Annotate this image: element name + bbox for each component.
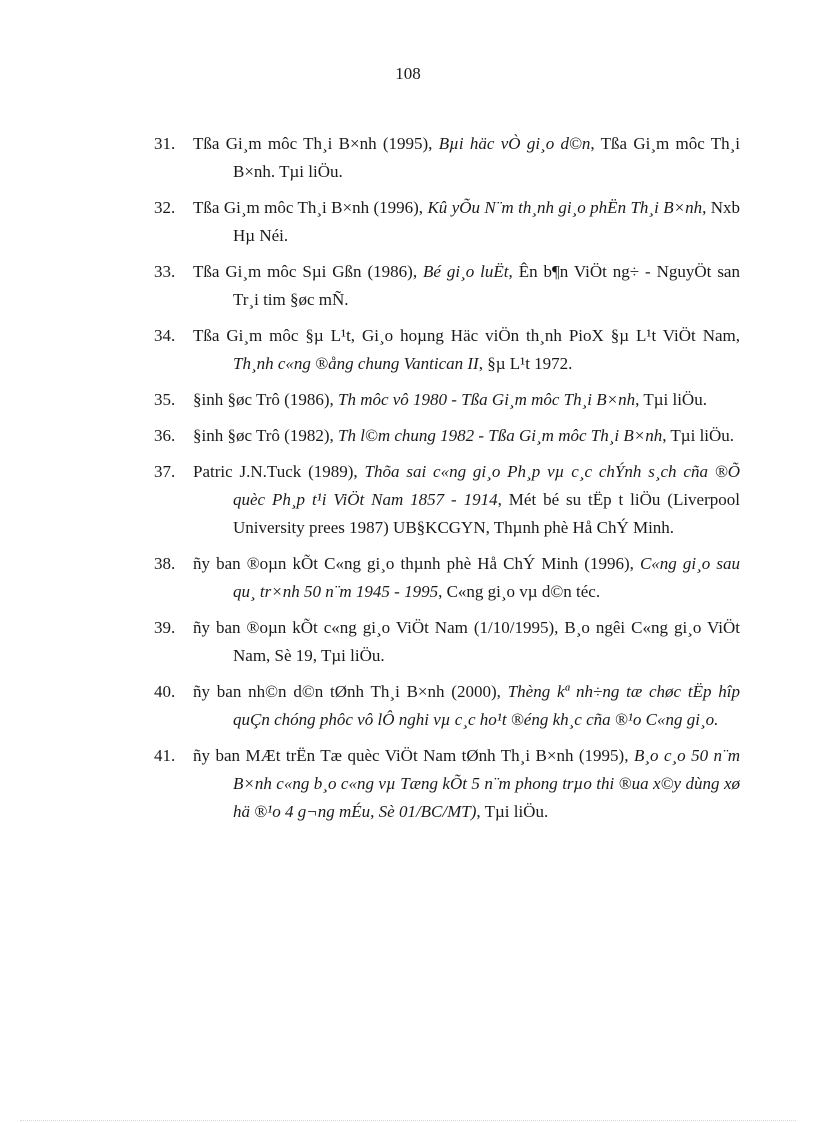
reference-title: Thèng kª nh÷ng tæ chøc tËp hîp quÇn chóng phôc vô lÔ nghi vµ c¸c ho¹t ®éng kh¸c cña ®¹o C«ng gi¸o.	[233, 682, 740, 729]
reference-text: , Ên b¶n ViÖt ng÷ - NguyÖt san Tr¸i tim §øc mÑ.	[233, 262, 740, 309]
reference-number: 41.	[154, 746, 176, 765]
reference-number: 35.	[154, 390, 176, 409]
reference-number: 40.	[154, 682, 176, 701]
reference-number: 38.	[154, 554, 176, 573]
reference-number: 32.	[154, 198, 176, 217]
reference-text: Tßa Gi¸m môc Sµi Gßn (1986),	[193, 262, 423, 281]
reference-list	[154, 130, 740, 834]
reference-title: C«ng gi¸o sau qu¸ tr×nh 50 n¨m 1945 - 1995	[233, 554, 740, 601]
reference-item	[154, 422, 740, 450]
reference-text: §inh §øc Trô (1986),	[193, 390, 338, 409]
reference-text: , Tµi liÖu.	[635, 390, 707, 409]
reference-text: Tßa Gi¸m môc Th¸i B×nh (1995),	[193, 134, 439, 153]
reference-title: B¸o c¸o 50 n¨m B×nh c«ng b¸o c«ng vµ Tæng kÕt 5 n¨m phong trµo thi ®ua x©y dùng xø hä ®¹o 4 g¬ng mÉu, Sè 01/BC/MT)	[233, 746, 740, 821]
reference-item	[154, 614, 740, 670]
reference-text: ñy ban nh©n d©n tØnh Th¸i B×nh (2000),	[193, 682, 508, 701]
reference-title: Th l©m chung 1982 - Tßa Gi¸m môc Th¸i B×nh	[337, 426, 663, 445]
reference-number: 34.	[154, 326, 176, 345]
page-number: 108	[395, 64, 421, 83]
reference-text: , Tµi liÖu.	[476, 802, 549, 821]
reference-item	[154, 550, 740, 606]
reference-number: 36.	[154, 426, 176, 445]
reference-item	[154, 258, 740, 314]
reference-number: 37.	[154, 462, 176, 481]
reference-number: 33.	[154, 262, 176, 281]
reference-text: , Tßa Gi¸m môc Th¸i B×nh. Tµi liÖu.	[233, 134, 741, 181]
reference-title: Bé gi¸o luËt	[423, 262, 509, 281]
reference-number: 31.	[154, 134, 176, 153]
reference-text: ñy ban ®oµn kÕt C«ng gi¸o thµnh phè Hå ChÝ Minh (1996),	[193, 554, 640, 573]
reference-text: Tßa Gi¸m môc Th¸i B×nh (1996),	[193, 198, 428, 217]
reference-item	[154, 130, 740, 186]
reference-title: Th¸nh c«ng ®ång chung Vantican II	[233, 354, 479, 373]
reference-text: §inh §øc Trô (1982),	[193, 426, 338, 445]
reference-item	[154, 194, 740, 250]
reference-text: Tßa Gi¸m môc §µ L¹t, Gi¸o hoµng Häc viÖn th¸nh PioX §µ L¹t ViÖt Nam,	[193, 326, 740, 345]
reference-item	[154, 386, 740, 414]
reference-text: ñy ban MÆt trËn Tæ quèc ViÖt Nam tØnh Th¸i B×nh (1995),	[193, 746, 634, 765]
reference-text: , §µ L¹t 1972.	[478, 354, 573, 373]
reference-title: Th môc vô 1980 - Tßa Gi¸m môc Th¸i B×nh	[337, 390, 636, 409]
reference-title: Bµi häc vÒ gi¸o d©n	[438, 134, 591, 153]
reference-text: , Tµi liÖu.	[662, 426, 735, 445]
reference-item	[154, 678, 740, 734]
reference-text: ñy ban ®oµn kÕt c«ng gi¸o ViÖt Nam (1/10/1995), B¸o ngêi C«ng gi¸o ViÖt Nam, Sè 19, Tµi liÖu.	[193, 618, 740, 665]
reference-title: Thõa sai c«ng gi¸o Ph¸p vµ c¸c chÝnh s¸ch cña ®Õ quèc Ph¸p t¹i ViÖt Nam 1857 - 1914	[233, 462, 741, 509]
page-bottom-border	[20, 1120, 796, 1121]
reference-text: , Mét bé su tËp t liÖu (Liverpool University prees 1987) UB§KCGYN, Thµnh phè Hå ChÝ Minh.	[233, 490, 740, 537]
reference-item	[154, 322, 740, 378]
reference-title: Kû yÕu N¨m th¸nh gi¸o phËn Th¸i B×nh	[427, 198, 703, 217]
reference-text: Patric J.N.Tuck (1989),	[193, 462, 365, 481]
reference-number: 39.	[154, 618, 176, 637]
reference-text: , C«ng gi¸o vµ d©n téc.	[438, 582, 601, 601]
reference-item	[154, 742, 740, 826]
reference-item	[154, 458, 740, 542]
reference-text: , Nxb Hµ Néi.	[233, 198, 741, 245]
